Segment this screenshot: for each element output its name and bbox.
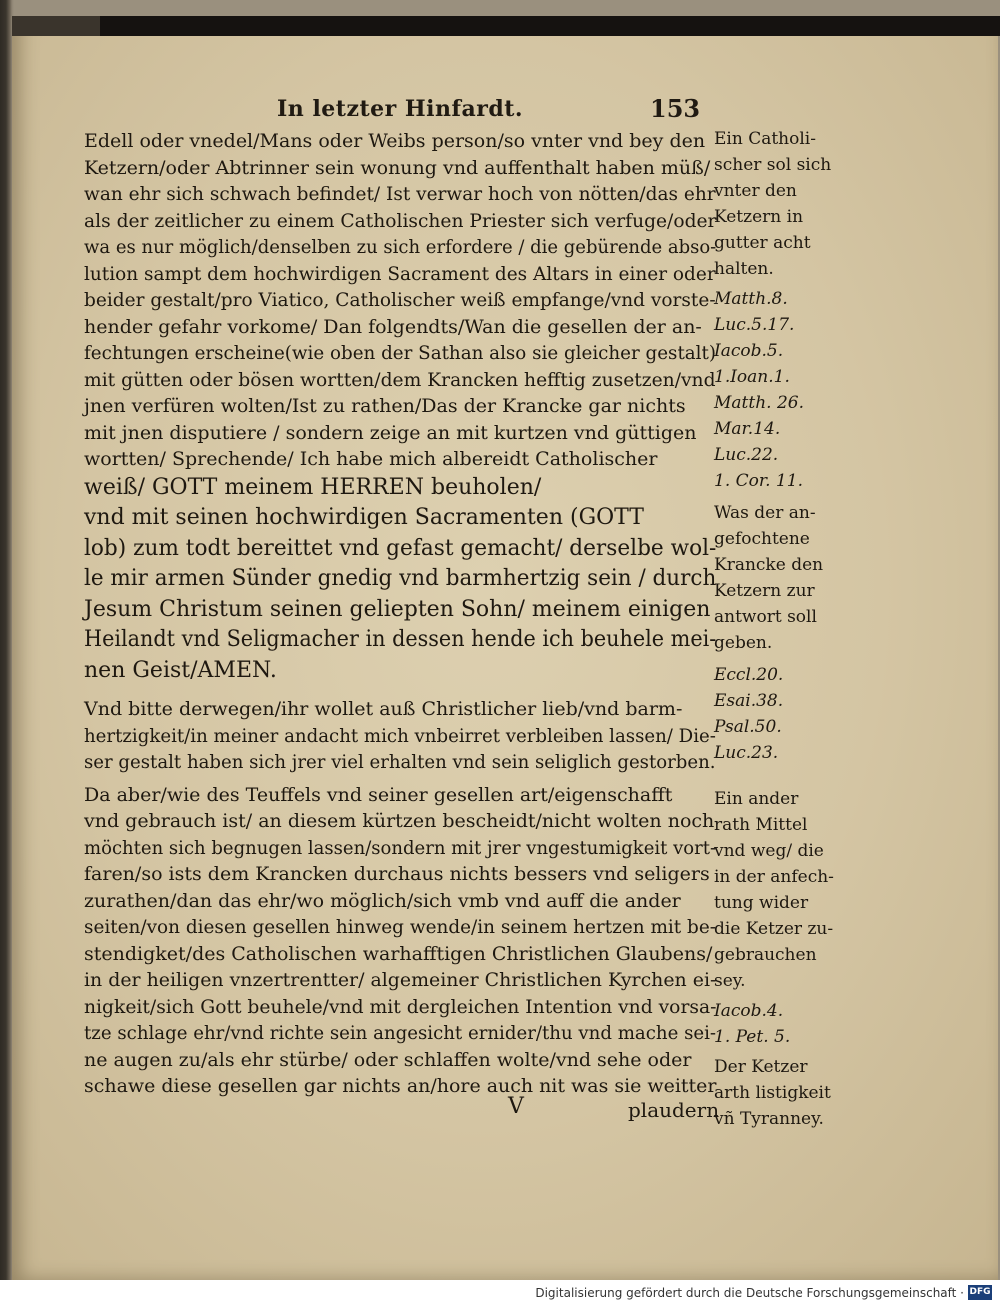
text-line: lob) zum todt bereittet vnd gefast gemacht/ derselbe wol-: [84, 535, 717, 561]
scan-edge-top: [100, 16, 1000, 36]
text-line: weiß/ GOTT meinem HERREN beuholen/: [84, 474, 542, 500]
text-line: wortten/ Sprechende/ Ich habe mich albereidt Catholischer: [84, 448, 658, 470]
margin-note-line: Ketzern zur: [714, 581, 815, 601]
text-line: in der heiligen vnzertrentter/ algemeiner Christlichen Kyrchen ei-: [84, 969, 717, 991]
page-number: 153: [650, 94, 701, 123]
margin-note-line: halten.: [714, 259, 774, 279]
text-line: tze schlage ehr/vnd richte sein angesicht ernider/thu vnd mache sei-: [84, 1022, 717, 1044]
margin-note-line: vnter den: [714, 181, 797, 201]
text-line: Jesum Christum seinen geliepten Sohn/ meinem einigen: [84, 596, 711, 622]
scripture-reference: 1. Pet. 5.: [714, 1027, 791, 1047]
margin-note-line: sey.: [714, 971, 746, 991]
margin-note-line: rath Mittel: [714, 815, 808, 835]
text-line: Ketzern/oder Abtrinner sein wonung vnd auffenthalt haben müß/: [84, 156, 711, 179]
scripture-reference: Eccl.20.: [714, 665, 784, 685]
text-line: möchten sich begnugen lassen/sondern mit jrer vngestumigkeit vort-: [84, 836, 717, 859]
margin-note-line: Ein ander: [714, 789, 799, 809]
scripture-reference: 1. Cor. 11.: [714, 471, 803, 491]
margin-note-line: antwort soll: [714, 607, 817, 627]
margin-note-line: vñ Tyranney.: [714, 1109, 824, 1129]
text-line: seiten/von diesen gesellen hinweg wende/in seinem hertzen mit be-: [84, 916, 716, 938]
text-line: wan ehr sich schwach befindet/ Ist verwar hoch von nötten/das ehr: [84, 183, 716, 205]
margin-note-line: scher sol sich: [714, 155, 832, 175]
scripture-reference: 1.Ioan.1.: [714, 367, 790, 387]
digitization-footer: [0, 1280, 1000, 1307]
text-line: Heilandt vnd Seligmacher in dessen hende ich beuhele mei-: [84, 627, 717, 652]
text-line: lution sampt dem hochwirdigen Sacrament des Altars in einer oder: [84, 262, 716, 285]
text-line: ne augen zu/als ehr stürbe/ oder schlaffen wolte/vnd sehe oder: [84, 1048, 692, 1071]
margin-note-line: Der Ketzer: [714, 1057, 808, 1077]
text-line: Da aber/wie des Teuffels vnd seiner gesellen art/eigenschafft: [84, 783, 673, 806]
margin-note-line: Was der an-: [714, 503, 816, 523]
scripture-reference: Matth.8.: [714, 289, 788, 309]
margin-note-line: arth listigkeit: [714, 1083, 831, 1103]
margin-note-line: Ketzern in: [714, 207, 804, 227]
text-line: zurathen/dan das ehr/wo möglich/sich vmb vnd auff die ander: [84, 889, 681, 912]
scripture-reference: Iacob.5.: [714, 341, 784, 361]
text-line: vnd gebrauch ist/ an diesem kürtzen bescheidt/nicht wolten noch: [84, 810, 715, 832]
catchword: plaudern: [628, 1098, 720, 1122]
margin-note-line: tung wider: [714, 893, 809, 913]
margin-note-line: Krancke den: [714, 555, 824, 575]
scripture-reference: Luc.5.17.: [714, 315, 795, 335]
margin-note-line: geben.: [714, 633, 773, 653]
text-line: hender gefahr vorkome/ Dan folgendts/Wan die gesellen der an-: [84, 315, 702, 338]
margin-note-line: gefochtene: [714, 529, 810, 549]
dfg-logo: DFG: [968, 1285, 992, 1300]
margin-note-line: vnd weg/ die: [714, 841, 824, 861]
page-header: [82, 96, 822, 128]
text-line: hertzigkeit/in meiner andacht mich vnbeirret verbleiben lassen/ Die-: [84, 724, 716, 747]
text-line: faren/so ists dem Krancken durchaus nichts bessers vnd seligers: [84, 863, 710, 885]
text-line: vnd mit seinen hochwirdigen Sacramenten (GOTT: [84, 505, 644, 530]
text-line: le mir armen Sünder gnedig vnd barmhertzig sein / durch: [84, 566, 717, 591]
text-line: Vnd bitte derwegen/ihr wollet auß Christlicher lieb/vnd barm-: [84, 698, 683, 720]
text-line: ser gestalt haben sich jrer viel erhalten vnd sein seliglich gestorben.: [84, 751, 716, 773]
text-line: Edell oder vnedel/Mans oder Weibs person/so vnter vnd bey den: [84, 130, 706, 152]
scripture-reference: Luc.23.: [714, 743, 779, 763]
text-line: schawe diese gesellen gar nichts an/hore auch nit was sie weitter: [84, 1075, 717, 1097]
scan-edge-left: [12, 16, 100, 36]
text-line: nen Geist/AMEN.: [84, 657, 277, 683]
margin-note-line: gebrauchen: [714, 945, 817, 965]
scripture-reference: Mar.14.: [714, 419, 781, 439]
scripture-reference: Esai.38.: [714, 691, 784, 711]
text-line: stendigket/des Catholischen warhafftigen Christlichen Glaubens/: [84, 942, 713, 965]
scripture-reference: Luc.22.: [714, 445, 779, 465]
scripture-reference: Psal.50.: [714, 717, 782, 737]
funding-credit: Digitalisierung gefördert durch die Deutsche Forschungsgemeinschaft ·: [535, 1286, 964, 1300]
text-line: nigkeit/sich Gott beuhele/vnd mit dergleichen Intention vnd vorsa-: [84, 995, 717, 1018]
text-line: mit gütten oder bösen wortten/dem Krancken hefftig zusetzen/vnd: [84, 368, 716, 391]
text-line: wa es nur möglich/denselben zu sich erfordere / die gebürende abso-: [84, 236, 717, 258]
margin-note-line: in der anfech-: [714, 867, 834, 887]
text-line: beider gestalt/pro Viatico, Catholischer weiß empfange/vnd vorste-: [84, 289, 716, 311]
text-line: mit jnen disputiere / sondern zeige an mit kurtzen vnd güttigen: [84, 421, 697, 444]
scripture-reference: Matth. 26.: [714, 393, 804, 413]
text-line: fechtungen erscheine(wie oben der Sathan also sie gleicher gestalt): [84, 342, 717, 364]
text-line: jnen verfüren wolten/Ist zu rathen/Das der Krancke gar nichts: [84, 395, 686, 417]
margin-note-line: gutter acht: [714, 233, 811, 253]
running-head: In letzter Hinfardt.: [277, 96, 524, 122]
margin-note-line: Ein Catholi-: [714, 129, 816, 149]
scripture-reference: Iacob.4.: [714, 1001, 784, 1021]
text-line: als der zeitlicher zu einem Catholischen Priester sich verfuge/oder: [84, 209, 717, 232]
signature-mark: V: [508, 1094, 524, 1119]
margin-note-line: die Ketzer zu-: [714, 919, 834, 939]
